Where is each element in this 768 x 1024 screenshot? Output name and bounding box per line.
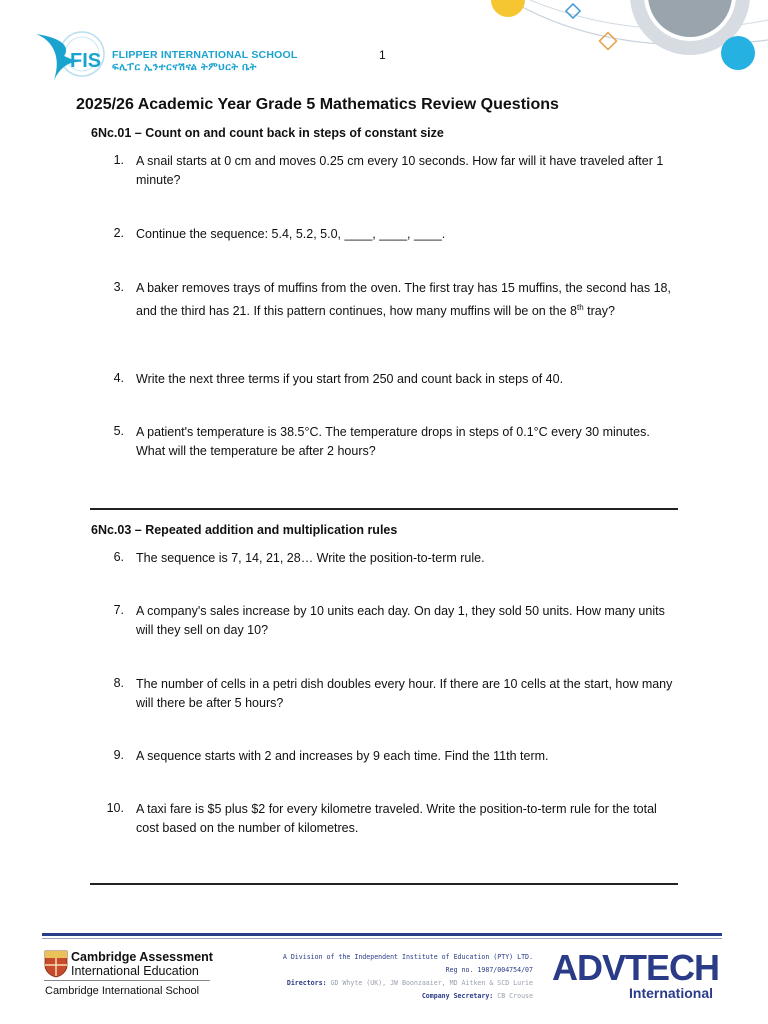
- question-text: A company's sales increase by 10 units each day. On day 1, they sold 50 units. How many units will they sell on day 10?: [136, 604, 665, 637]
- question-text: The sequence is 7, 14, 21, 28… Write the position-to-term rule.: [136, 551, 485, 565]
- advtech-international-label: International: [629, 985, 714, 1001]
- footer-rule-thin: [42, 938, 722, 939]
- question-text-end: tray?: [583, 304, 615, 319]
- question-number: 7.: [113, 603, 124, 617]
- section-divider: [90, 508, 678, 510]
- section-divider: [90, 883, 678, 885]
- question-number: 10.: [106, 801, 124, 815]
- question-number: 8.: [113, 676, 124, 690]
- question-text: The number of cells in a petri dish doubles every hour. If there are 10 cells at the start, how many will there be after 5 hours?: [136, 677, 673, 710]
- cambridge-divider: [44, 980, 210, 981]
- question-number: 3.: [113, 280, 124, 294]
- question-text: [136, 279, 676, 321]
- question-text: A sequence starts with 2 and increases by 9 each time. Find the 11th term.: [136, 749, 549, 763]
- dolphin-icon: [34, 26, 114, 86]
- advtech-wordmark: ADVTECH: [552, 947, 720, 988]
- decorative-orbit-graphic: [470, 0, 768, 80]
- question-number: 6.: [113, 550, 124, 564]
- question-number: 2.: [113, 226, 124, 240]
- logo-mark-text: FIS: [70, 50, 102, 72]
- document-title: 2025/26 Academic Year Grade 5 Mathematics Review Questions: [76, 96, 559, 113]
- secretary-line: [283, 990, 533, 1003]
- footer-rule: [42, 933, 722, 936]
- cambridge-assessment-label: Cambridge Assessment: [71, 950, 213, 964]
- directors-line: [283, 977, 533, 990]
- division-line: A Division of the Independent Institute of Education (PTY) LTD.: [282, 953, 533, 961]
- question-number: 4.: [113, 371, 124, 385]
- question-text: Write the next three terms if you start from 250 and count back in steps of 40.: [136, 372, 564, 386]
- question-text-main: A baker removes trays of muffins from the oven. The first tray has 15 muffins, the second has 18, and the third has 21. If this pattern continues, how many muffins will be on the 8: [136, 281, 671, 319]
- cambridge-school-label: Cambridge International School: [45, 985, 200, 997]
- company-info: [283, 951, 533, 1003]
- cambridge-education-label: International Education: [71, 964, 199, 978]
- question-number: 5.: [113, 424, 124, 438]
- question-text: Continue the sequence: 5.4, 5.2, 5.0, ____, ____, ____.: [136, 227, 446, 241]
- school-name: FLIPPER INTERNATIONAL SCHOOL: [112, 49, 298, 61]
- question-number: 1.: [113, 153, 124, 167]
- registration-number: Reg no. 1987/004754/07: [445, 966, 533, 974]
- cambridge-shield-icon: [44, 950, 68, 978]
- question-number: 9.: [113, 748, 124, 762]
- question-text: A taxi fare is $5 plus $2 for every kilometre traveled. Write the position-to-term rule for the total cost based on the number of kilometres.: [136, 802, 657, 835]
- question-text: A patient's temperature is 38.5°C. The temperature drops in steps of 0.1°C every 30 minutes. What will the temperature be after 2 hours?: [136, 425, 650, 458]
- ordinal-suffix: th: [577, 303, 584, 312]
- page-number: 1: [379, 48, 386, 62]
- question-text: A snail starts at 0 cm and moves 0.25 cm every 10 seconds. How far will it have traveled after 1 minute?: [136, 154, 664, 187]
- secretary-label: Company Secretary:: [421, 992, 494, 1000]
- section-heading-6nc01: 6Nc.01 – Count on and count back in steps of constant size: [91, 126, 444, 140]
- school-name-amharic: ፍሊፐር ኢንተርናሽናል ትምህርት ቤት: [112, 62, 257, 73]
- directors-label: Directors:: [286, 979, 327, 987]
- section-heading-6nc03: 6Nc.03 – Repeated addition and multiplication rules: [91, 523, 398, 537]
- directors-value: GD Whyte (UK), JW Boonzaaier, MD Aitken & SCD Lurie: [330, 979, 533, 987]
- secretary-value: CB Crouse: [497, 992, 533, 1000]
